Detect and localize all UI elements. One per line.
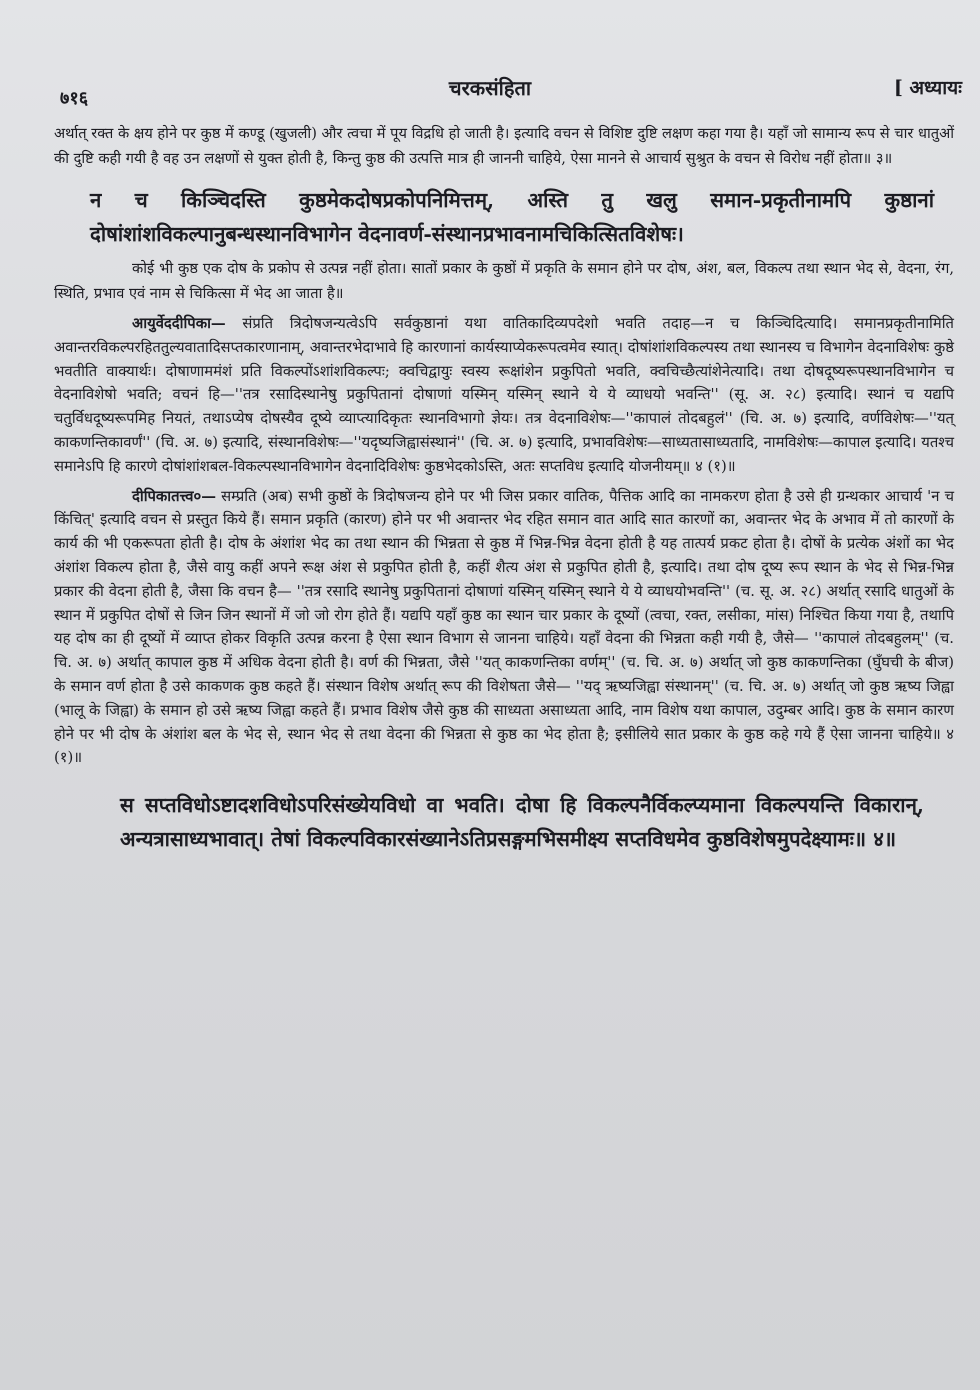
commentary-label: आयुर्वेददीपिका— (132, 315, 226, 332)
sanskrit-verse-4: स सप्तविधोऽष्टादशविधोऽपरिसंख्येयविधो वा भवति। दोषा हि विकल्पनैर्विकल्प्यमाना विकल्पयन्ति विकारान्, अन्यत्रासाध्यभावात्। तेषां विकल्पविकारसंख्यानेऽतिप्रसङ्गमभिसमीक्ष्य सप्तविधमेव कुष्ठविशेषमुपदेक्ष्यामः॥ ४॥ (120, 793, 924, 852)
commentary-label: दीपिकातत्त्व०— (132, 487, 216, 505)
page-body (54, 122, 954, 856)
dipika-tattva-commentary (54, 485, 954, 771)
commentary-text: सम्प्रति (अब) सभी कुष्ठों के त्रिदोषजन्य होने पर भी जिस प्रकार वातिक, पैत्तिक आदि का नामकरण होता है उसे ही ग्रन्थकार आचार्य 'न च किंचित्' इत्यादि वचन से प्रस्तुत किये हैं। समान प्रकृति (कारण) होने पर भी अवान्तर भेद रहित समान वात आदि सात कारणों का, अवान्तर भेद के अभाव में तो कारणों के कार्य की भी एकरूपता होती है। दोष के अंशांश भेद का तथा स्थान की भिन्नता से कुष्ठ में भिन्न-भिन्न वेदना होती है यह तात्पर्य प्रकट होता है। दोषों के प्रत्येक अंशों का भेद अंशांश विकल्प होता है, जैसे वायु कहीं अपने रूक्ष अंश से प्रकुपित होती है, कहीं शैत्य अंश से प्रकुपित होती है, इत्यादि। तथा दोष दूष्य रूप स्थान के भेद से भिन्न-भिन्न प्रकार की वेदना होती है, जैसा कि वचन है— ''तत्र रसादि स्थानेषु प्रकुपितानां दोषाणां यस्मिन् यस्मिन् स्थाने ये ये व्याधयोभवन्ति'' (च. सू. अ. २८) अर्थात् रसादि धातुओं के स्थान में प्रकुपित दोषों से जिन जिन स्थानों में जो जो रोग होते हैं। यद्यपि यहाँ कुष्ठ का स्थान चार प्रकार के दूष्यों (त्वचा, रक्त, लसीका, मांस) निश्चित किया गया है, तथापि यह दोष का ही दूष्यों में व्याप्त होकर विकृति उत्पन्न करना है ऐसा स्थान विभाग से जानना चाहिये। यहाँ वेदना की भिन्नता कही गयी है, जैसे— ''कापालं तोदबहुलम्'' (च. चि. अ. ७) अर्थात् कापाल कुष्ठ में अधिक वेदना होती है। वर्ण की भिन्नता, जैसे ''यत् काकणन्तिका वर्णम्'' (च. चि. अ. ७) अर्थात् जो कुष्ठ काकणन्तिका (घुँघची के बीज) के समान वर्ण होता है उसे काकणक कुष्ठ कहते हैं। संस्थान विशेष अर्थात् रूप की विशेषता जैसे— ''यद् ऋष्यजिह्वा संस्थानम्'' (च. चि. अ. ७) अर्थात् जो कुष्ठ ऋष्य जिह्वा (भालू के जिह्वा) के समान हो उसे ऋष्य जिह्वा कहते हैं। प्रभाव विशेष जैसे कुष्ठ की साध्यता असाध्यता आदि, नाम विशेष यथा कापाल, उदुम्बर आदि। कुष्ठ के समान कारण होने पर भी दोष के अंशांश बल के भेद से, स्थान भेद से तथा वेदना की भिन्नता से कुष्ठ का भेद होता है; इसीलिये सात प्रकार के कुष्ठ कहे गये हैं ऐसा जानना चाहिये॥ ४ (१)॥ (54, 487, 954, 767)
sanskrit-verse-3: न च किञ्चिदस्ति कुष्ठमेकदोषप्रकोपनिमित्तम्, अस्ति तु खलु समान-प्रकृतीनामपि कुष्ठानां दोषांशांशविकल्पानुबन्धस्थानविभागेन वेदनावर्ण-संस्थानप्रभावनामचिकित्सितविशेषः। (90, 188, 934, 246)
continued-hindi-paragraph: अर्थात् रक्त के क्षय होने पर कुष्ठ में कण्डू (खुजली) और त्वचा में पूय विद्रधि हो जाती है। इत्यादि वचन से विशिष्ट दुष्टि लक्षण कहा गया है। यहाँ जो सामान्य रूप से चार धातुओं की दुष्टि कही गयी है वह उन लक्षणों से युक्त होती है, किन्तु कुष्ठ की उत्पत्ति मात्र ही जाननी चाहिये, ऐसा मानने से आचार्य सुश्रुत के वचन से विरोध नहीं होता॥ ३॥ (54, 125, 954, 167)
hindi-translation: कोई भी कुष्ठ एक दोष के प्रकोप से उत्पन्न नहीं होता। सातों प्रकार के कुष्ठों में प्रकृति के समान होने पर दोष, अंश, बल, विकल्प तथा स्थान भेद से, वेदना, रंग, स्थिति, प्रभाव एवं नाम से चिकित्सा में भेद आ जाता है॥ (54, 260, 954, 302)
page-number: ७१६ (60, 88, 89, 109)
section-label: [ अध्यायः (893, 77, 962, 99)
page-header (0, 66, 980, 109)
ayurveda-dipika-commentary (54, 312, 954, 479)
commentary-text: संप्रति त्रिदोषजन्यत्वेऽपि सर्वकुष्ठानां यथा वातिकादिव्यपदेशो भवति तदाह—न च किञ्चिदित्यादि। समानप्रकृतीनामिति अवान्तरविकल्परहिततुल्यवातादिसप्तकारणानाम्, अवान्तरभेदाभावे हि कारणानां कार्यस्याप्येकरूपत्वमेव स्यात्। दोषांशांशविकल्पस्य तथा स्थानस्य च विभागेन वेदनाविशेषः कुष्ठे भवतीति वाक्यार्थः। दोषाणाममंशं प्रति विकल्पोंऽशांशविकल्पः; क्वचिद्वायुः स्वस्य रूक्षांशेन प्रकुपितो भवति, क्वचिच्छैत्यांशेनेत्यादि। तथा दोषदूष्यरूपस्थानविभागेन च वेदनाविशेषो भवति; वचनं हि—''तत्र रसादिस्थानेषु प्रकुपितानां दोषाणां यस्मिन् यस्मिन् स्थाने ये ये व्याधयो भवन्ति'' (सू. अ. २८) इत्यादि। स्थानं च यद्यपि चतुर्विधदूष्यरूपमिह नियतं, तथाऽप्येष दोषस्यैव दूष्ये व्याप्त्यादिकृतः स्थानविभागो ज्ञेयः। तत्र वेदनाविशेषः—''कापालं तोदबहुलं'' (चि. अ. ७) इत्यादि, वर्णविशेषः—''यत् काकणन्तिकावर्णं'' (चि. अ. ७) इत्यादि, संस्थानविशेषः—''यदृष्यजिह्वासंस्थानं'' (चि. अ. ७) इत्यादि, प्रभावविशेषः—साध्यतासाध्यतादि, नामविशेषः—कापाल इत्यादि। यतश्च समानेऽपि हि कारणे दोषांशांशबल-विकल्पस्थानविभागेन वेदनादिविशेषः कुष्ठभेदकोऽस्ति, अतः सप्तविध इत्यादि योजनीयम्॥ ४ (१)॥ (54, 315, 954, 475)
running-title: चरकसंहिता (448, 76, 532, 100)
